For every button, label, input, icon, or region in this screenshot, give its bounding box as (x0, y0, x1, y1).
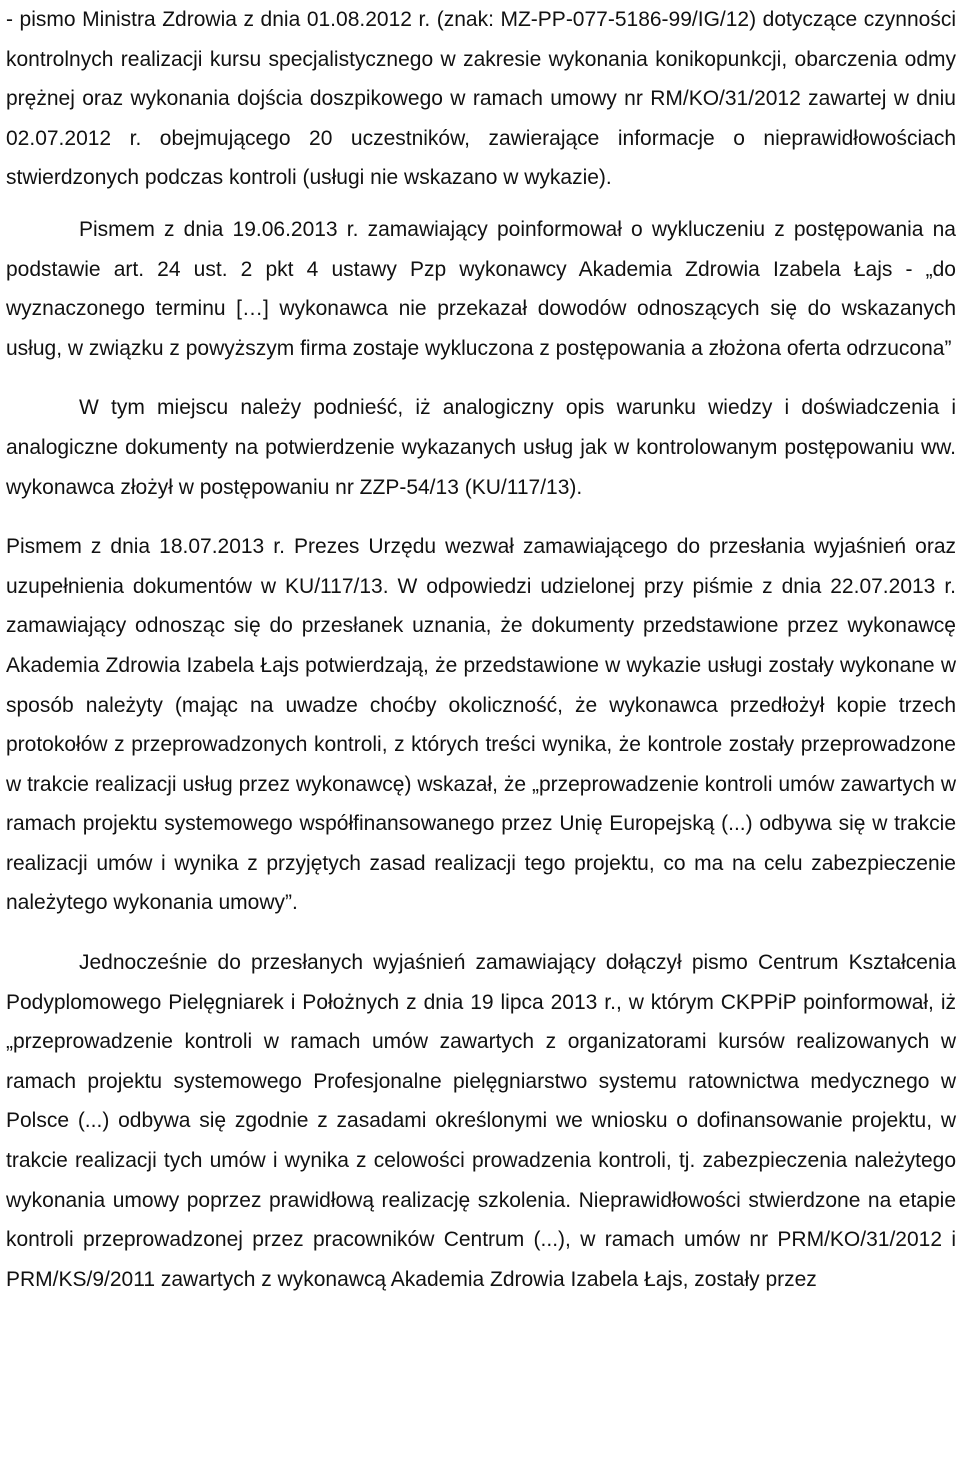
paragraph-president-request: Pismem z dnia 18.07.2013 r. Prezes Urzędu wezwał zamawiającego do przesłania wyjaśnień oraz uzupełnienia dokumentów w KU/117/13. W odpowiedzi udzielonej przy piśmie z dnia 22.07.2013 r. zamawiający odnosząc się do przesłanek uznania, że dokumenty przedstawione przez wykonawcę Akademia Zdrowia Izabela Łajs potwierdzają, że przedstawione w wykazie usługi zostały wykonane w sposób należyty (mając na uwadze choćby okoliczność, że wykonawca przedłożył kopie trzech protokołów z przeprowadzonych kontroli, z których treści wynika, że kontrole zostały przeprowadzone w trakcie realizacji usług przez wykonawcę) wskazał, że „przeprowadzenie kontroli umów zawartych w ramach projektu systemowego współfinansowanego przez Unię Europejską (...) odbywa się w trakcie realizacji umów i wynika z przyjętych zasad realizacji tego projektu, co ma na celu zabezpieczenie należytego wykonania umowy”. (6, 535, 956, 915)
paragraph-exclusion-letter: Pismem z dnia 19.06.2013 r. zamawiający poinformował o wykluczeniu z postępowania na podstawie art. 24 ust. 2 pkt 4 ustawy Pzp wykonawcy Akademia Zdrowia Izabela Łajs - „do wyznaczonego terminu […] wykonawca nie przekazał dowodów odnoszących się do wskazanych usług, w związku z powyższym firma zostaje wykluczona z postępowania a złożona oferta odrzucona” (6, 217, 956, 360)
paragraph-gap (6, 368, 956, 388)
document-page (6, 0, 956, 1299)
paragraph-gap (6, 507, 956, 527)
paragraph-analogous-description: W tym miejscu należy podnieść, iż analogiczny opis warunku wiedzy i doświadczenia i analogiczne dokumenty na potwierdzenie wykazanych usług jak w kontrolowanym postępowaniu ww. wykonawca złożył w postępowaniu nr ZZP-54/13 (KU/117/13). (6, 396, 956, 499)
paragraph-gap (6, 198, 956, 210)
paragraph-ckppip-letter: Jednocześnie do przesłanych wyjaśnień zamawiający dołączył pismo Centrum Kształcenia Podyplomowego Pielęgniarek i Położnych z dnia 19 lipca 2013 r., w którym CKPPiP poinformował, iż „przeprowadzenie kontroli w ramach umów zawartych z organizatorami kursów realizowanych w ramach projektu systemowego Profesjonalne pielęgniarstwo systemu ratownictwa medycznego w Polsce (...) odbywa się zgodnie z zasadami określonymi we wniosku o dofinansowanie projektu, w trakcie realizacji tych umów i wynika z celowości prowadzenia kontroli, tj. zabezpieczenia należytego wykonania umowy poprzez prawidłową realizację szkolenia. Nieprawidłowości stwierdzone na etapie kontroli przeprowadzonej przez pracowników Centrum (...), w ramach umów nr PRM/KO/31/2012 i PRM/KS/9/2011 zawartych z wykonawcą Akademia Zdrowia Izabela Łajs, zostały przez (6, 951, 956, 1291)
paragraph-gap (6, 923, 956, 943)
paragraph-minister-letter: - pismo Ministra Zdrowia z dnia 01.08.2012 r. (znak: MZ-PP-077-5186-99/IG/12) dotyczące czynności kontrolnych realizacji kursu specjalistycznego w zakresie wykonania konikopunkcji, obarczenia odmy prężnej oraz wykonania dojścia doszpikowego w ramach umowy nr RM/KO/31/2012 zawartej w dniu 02.07.2012 r. obejmującego 20 uczestników, zawierające informacje o nieprawidłowościach stwierdzonych podczas kontroli (usługi nie wskazano w wykazie). (6, 8, 956, 190)
